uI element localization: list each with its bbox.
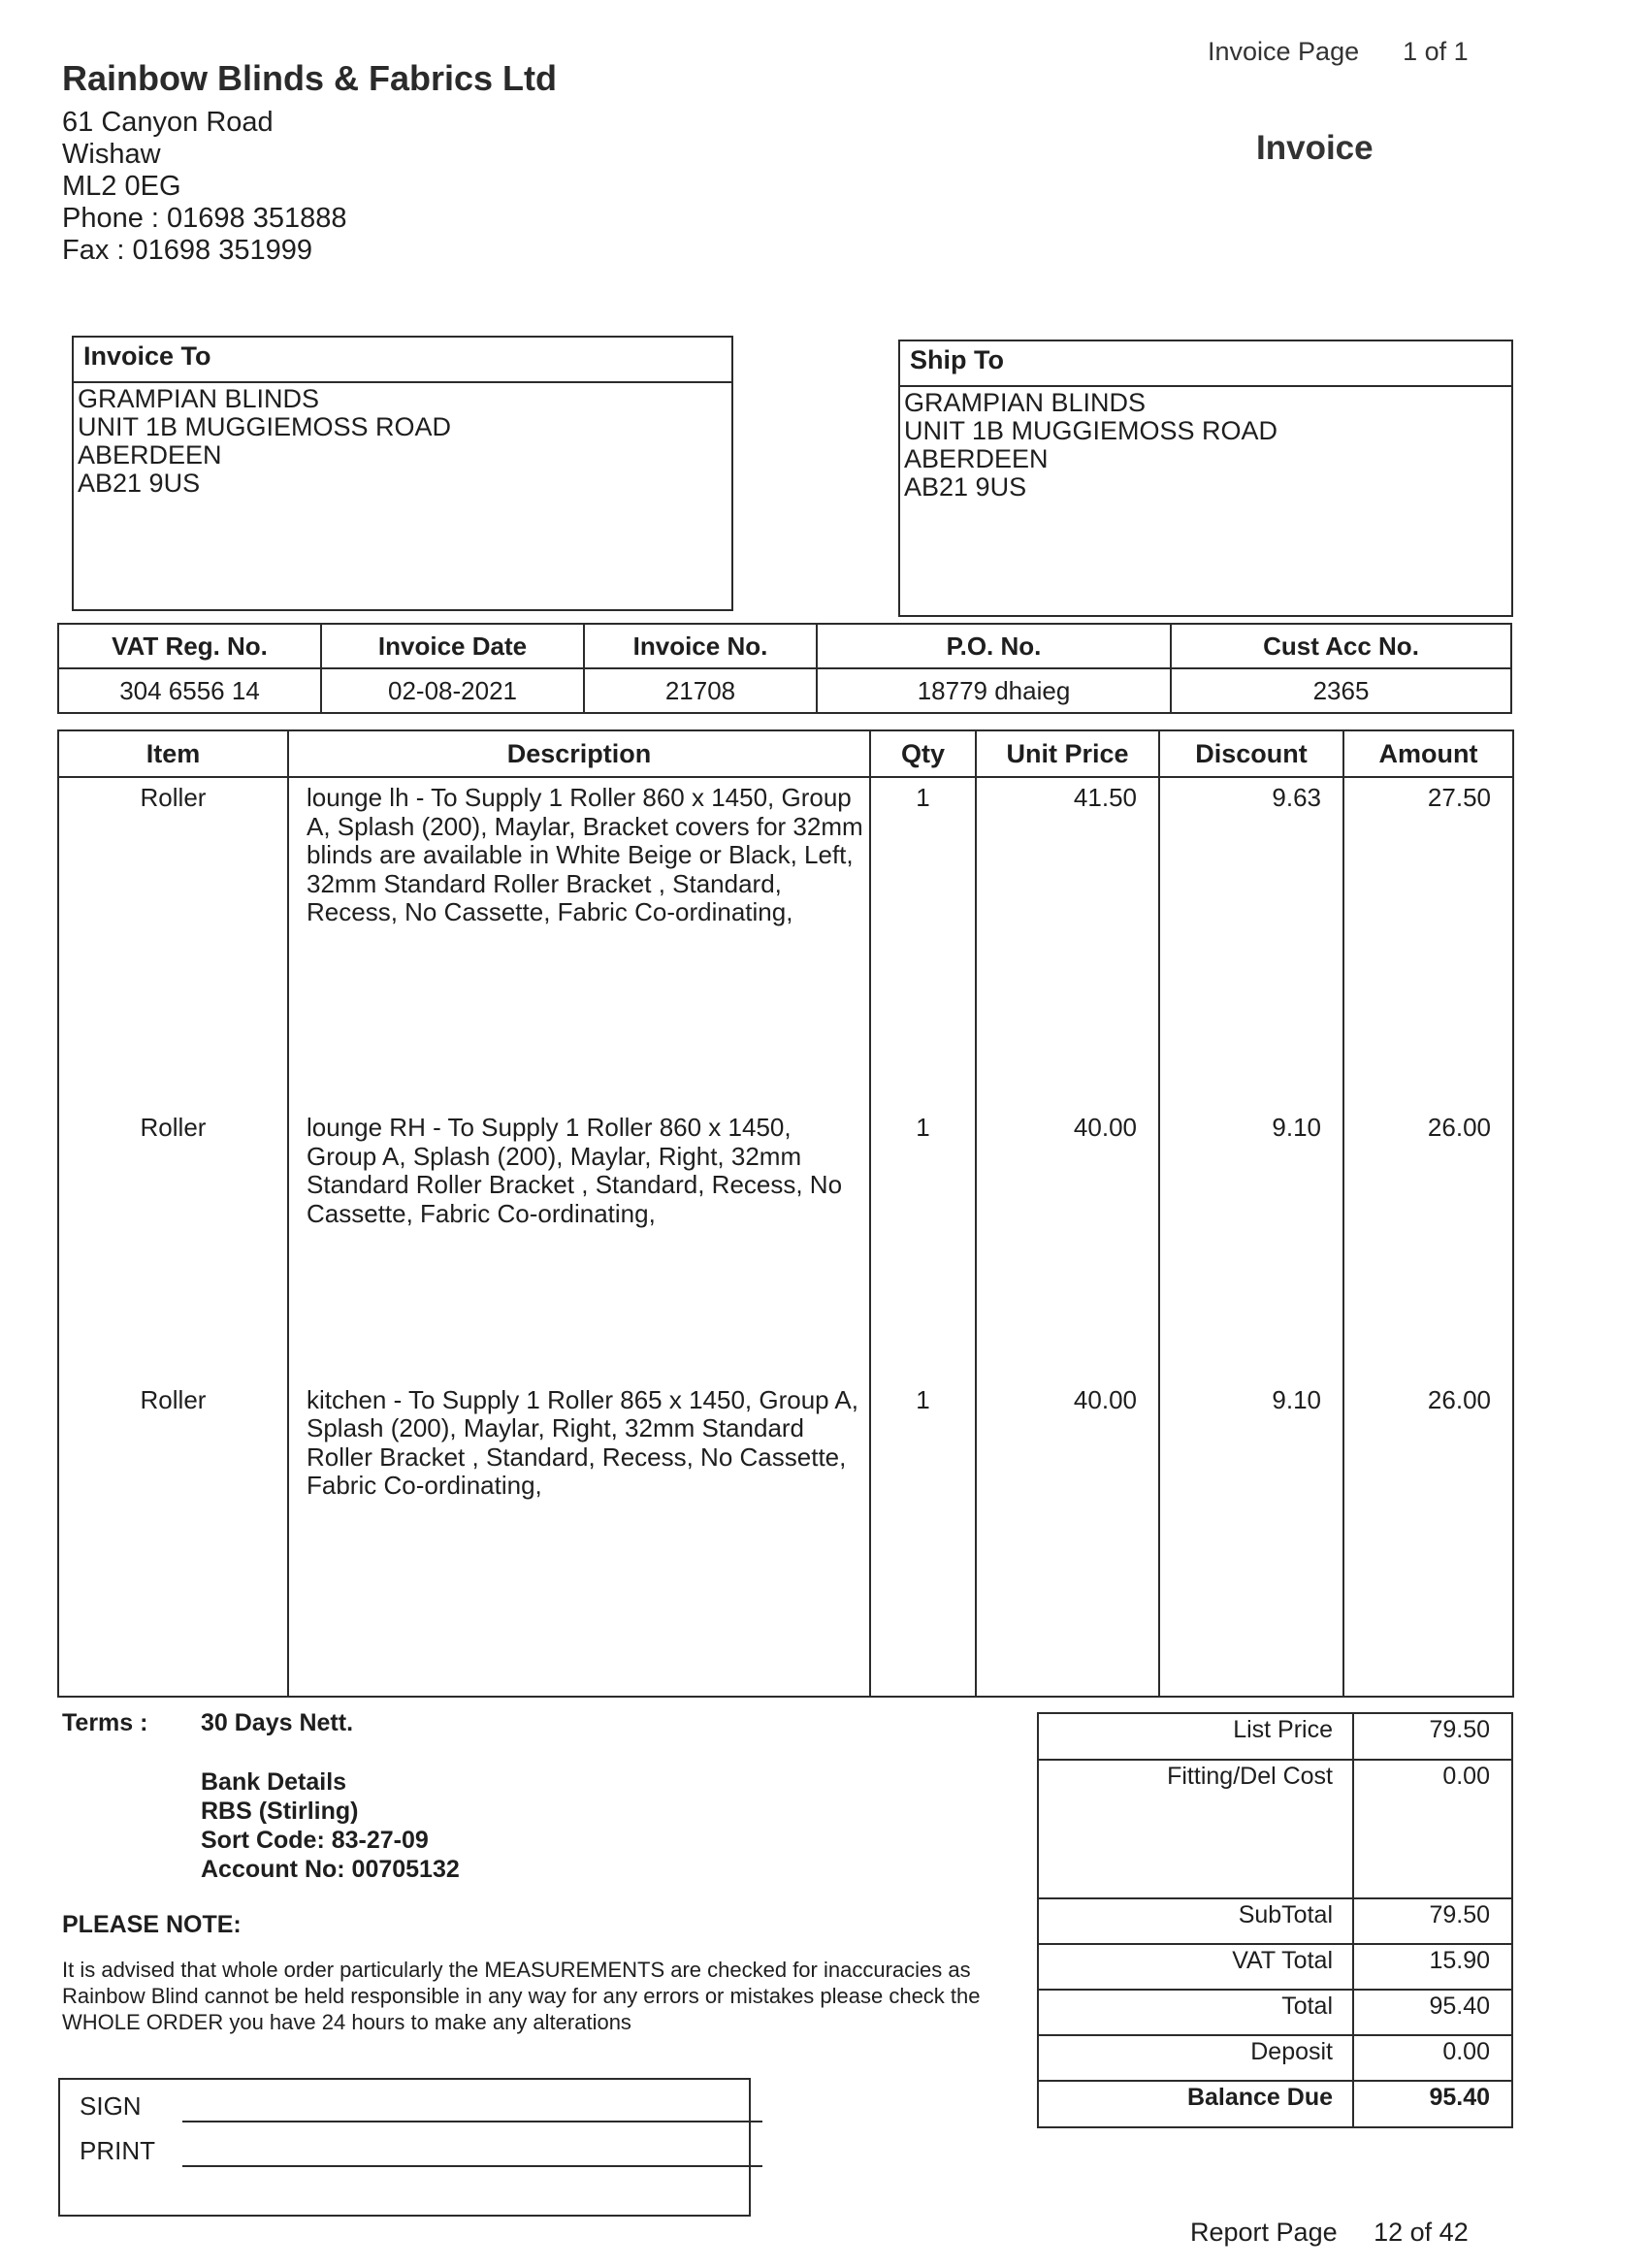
address-line: ABERDEEN bbox=[904, 444, 1049, 473]
vat-total-label: VAT Total bbox=[1038, 1944, 1353, 1990]
invoice-meta-table bbox=[57, 623, 1512, 714]
po-no-value: 18779 dhaieg bbox=[817, 668, 1171, 713]
description-header: Description bbox=[288, 730, 870, 777]
sign-line[interactable] bbox=[182, 2121, 762, 2122]
deposit-label: Deposit bbox=[1038, 2035, 1353, 2081]
qty-header: Qty bbox=[870, 730, 976, 777]
table-row bbox=[58, 777, 1513, 1108]
subtotal-label: SubTotal bbox=[1038, 1898, 1353, 1944]
list-price-value: 79.50 bbox=[1353, 1713, 1512, 1760]
item-header: Item bbox=[58, 730, 288, 777]
balance-due-label: Balance Due bbox=[1038, 2081, 1353, 2127]
cust-acc-value: 2365 bbox=[1171, 668, 1511, 713]
invoice-to-label: Invoice To bbox=[74, 338, 731, 383]
amount-cell: 26.00 bbox=[1343, 1380, 1513, 1652]
invoice-page-value: 1 of 1 bbox=[1403, 37, 1469, 66]
total-label: Total bbox=[1038, 1990, 1353, 2035]
table-row bbox=[58, 1108, 1513, 1379]
discount-cell: 9.10 bbox=[1159, 1380, 1343, 1652]
report-page-indicator bbox=[1190, 2218, 1469, 2248]
discount-cell: 9.63 bbox=[1159, 777, 1343, 1108]
note-heading: PLEASE NOTE: bbox=[62, 1911, 242, 1938]
report-page-label: Report Page bbox=[1190, 2218, 1338, 2247]
description-cell: lounge lh - To Supply 1 Roller 860 x 1450, Group A, Splash (200), Maylar, Bracket covers for 32mm blinds are available in White Beige or Black, Left, 32mm Standard Roller Bracket , Standard, Recess, No Cassette, Fabric Co-ordinating, bbox=[288, 777, 870, 1108]
sign-label: SIGN bbox=[80, 2091, 142, 2121]
amount-cell: 26.00 bbox=[1343, 1108, 1513, 1379]
invoice-to-address bbox=[74, 383, 731, 500]
report-page-value: 12 of 42 bbox=[1374, 2218, 1469, 2247]
address-line: ABERDEEN bbox=[78, 440, 222, 470]
address-line: AB21 9US bbox=[904, 472, 1027, 502]
vat-reg-header: VAT Reg. No. bbox=[58, 624, 321, 668]
qty-cell: 1 bbox=[870, 777, 976, 1108]
bank-line: Sort Code: 83-27-09 bbox=[201, 1827, 429, 1854]
note-text: It is advised that whole order particularly the MEASUREMENTS are checked for inaccuracies as Rainbow Blind cannot be held responsible in any way for any errors or mistakes please check the WHOLE ORDER you have 24 hours to make any alterations bbox=[62, 1958, 981, 2034]
invoice-date-value: 02-08-2021 bbox=[321, 668, 584, 713]
address-line: GRAMPIAN BLINDS bbox=[78, 384, 320, 413]
company-phone: Phone : 01698 351888 bbox=[62, 203, 347, 234]
address-line: 61 Canyon Road bbox=[62, 107, 274, 138]
unit-price-cell: 40.00 bbox=[976, 1380, 1159, 1652]
amount-cell: 27.50 bbox=[1343, 777, 1513, 1108]
invoice-no-value: 21708 bbox=[584, 668, 817, 713]
po-no-header: P.O. No. bbox=[817, 624, 1171, 668]
description-cell: lounge RH - To Supply 1 Roller 860 x 1450, Group A, Splash (200), Maylar, Right, 32mm Standard Roller Bracket , Standard, Recess, No Cassette, Fabric Co-ordinating, bbox=[288, 1108, 870, 1379]
terms-label: Terms : bbox=[62, 1709, 148, 1736]
ship-to-address bbox=[900, 387, 1511, 503]
deposit-value: 0.00 bbox=[1353, 2035, 1512, 2081]
invoice-date-header: Invoice Date bbox=[321, 624, 584, 668]
fitting-value: 0.00 bbox=[1353, 1760, 1512, 1898]
unit-price-cell: 41.50 bbox=[976, 777, 1159, 1108]
invoice-page-indicator bbox=[1208, 37, 1469, 67]
list-price-label: List Price bbox=[1038, 1713, 1353, 1760]
table-filler-row bbox=[58, 1652, 1513, 1697]
bank-line: Account No: 00705132 bbox=[201, 1856, 460, 1883]
bank-details bbox=[201, 1767, 460, 1884]
item-cell: Roller bbox=[58, 1380, 288, 1652]
balance-due-value: 95.40 bbox=[1353, 2081, 1512, 2127]
ship-to-label: Ship To bbox=[900, 341, 1511, 387]
discount-header: Discount bbox=[1159, 730, 1343, 777]
total-value: 95.40 bbox=[1353, 1990, 1512, 2035]
address-line: UNIT 1B MUGGIEMOSS ROAD bbox=[904, 416, 1278, 445]
vat-reg-value: 304 6556 14 bbox=[58, 668, 321, 713]
invoice-page-label: Invoice Page bbox=[1208, 37, 1360, 66]
address-line: Wishaw bbox=[62, 139, 161, 170]
vat-total-value: 15.90 bbox=[1353, 1944, 1512, 1990]
company-fax: Fax : 01698 351999 bbox=[62, 235, 312, 266]
address-line: GRAMPIAN BLINDS bbox=[904, 388, 1147, 417]
terms-value: 30 Days Nett. bbox=[201, 1709, 354, 1736]
fitting-label: Fitting/Del Cost bbox=[1038, 1760, 1353, 1898]
cust-acc-header: Cust Acc No. bbox=[1171, 624, 1511, 668]
address-line: ML2 0EG bbox=[62, 171, 181, 202]
unit-price-cell: 40.00 bbox=[976, 1108, 1159, 1379]
unit-price-header: Unit Price bbox=[976, 730, 1159, 777]
discount-cell: 9.10 bbox=[1159, 1108, 1343, 1379]
qty-cell: 1 bbox=[870, 1380, 976, 1652]
invoice-to-box bbox=[72, 336, 733, 611]
qty-cell: 1 bbox=[870, 1108, 976, 1379]
bank-line: RBS (Stirling) bbox=[201, 1798, 359, 1825]
address-line: AB21 9US bbox=[78, 469, 201, 498]
print-label: PRINT bbox=[80, 2136, 155, 2165]
totals-table bbox=[1037, 1712, 1513, 2128]
line-items-table bbox=[57, 729, 1514, 1698]
description-cell: kitchen - To Supply 1 Roller 865 x 1450, Group A, Splash (200), Maylar, Right, 32mm Standard Roller Bracket , Standard, Recess, No Cassette, Fabric Co-ordinating, bbox=[288, 1380, 870, 1652]
item-cell: Roller bbox=[58, 777, 288, 1108]
document-title: Invoice bbox=[1256, 129, 1374, 167]
company-name: Rainbow Blinds & Fabrics Ltd bbox=[62, 58, 558, 98]
item-cell: Roller bbox=[58, 1108, 288, 1379]
invoice-no-header: Invoice No. bbox=[584, 624, 817, 668]
print-line[interactable] bbox=[182, 2165, 762, 2167]
amount-header: Amount bbox=[1343, 730, 1513, 777]
address-line: UNIT 1B MUGGIEMOSS ROAD bbox=[78, 412, 452, 441]
bank-line: Bank Details bbox=[201, 1768, 347, 1796]
subtotal-value: 79.50 bbox=[1353, 1898, 1512, 1944]
ship-to-box bbox=[898, 340, 1513, 617]
table-row bbox=[58, 1380, 1513, 1652]
signature-box bbox=[58, 2078, 751, 2217]
company-address bbox=[62, 107, 347, 267]
